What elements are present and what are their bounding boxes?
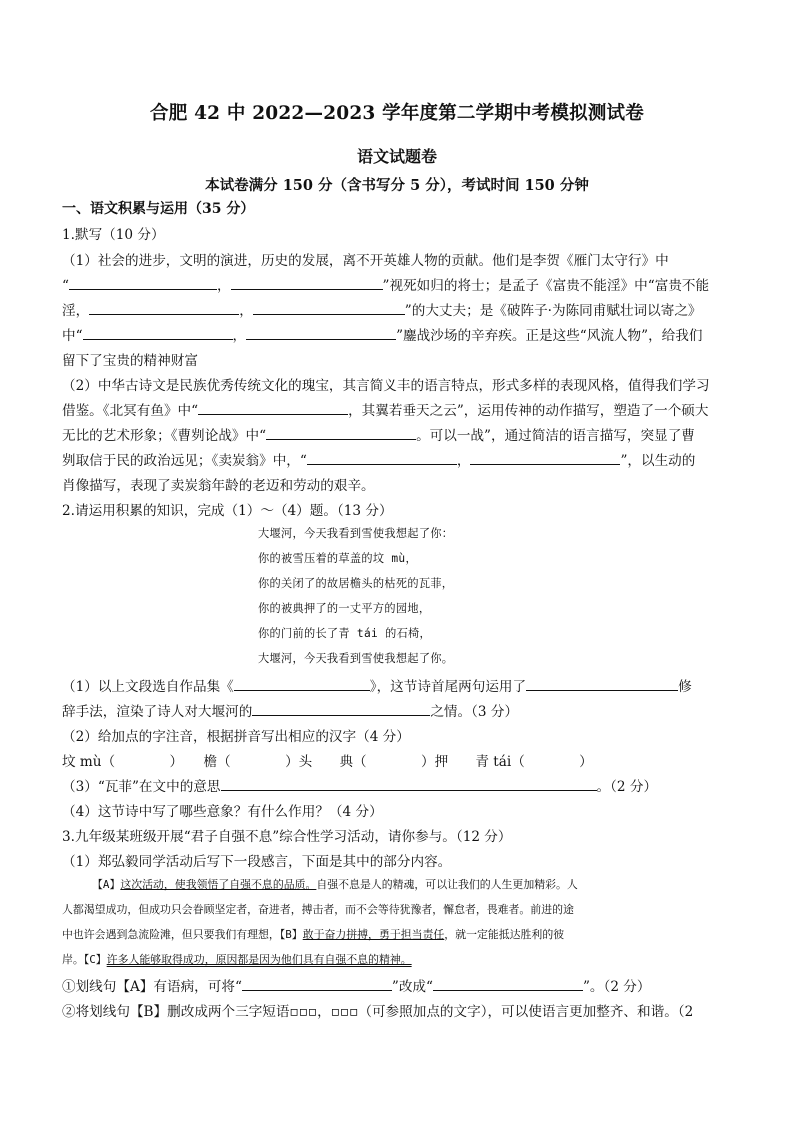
passage-line: 中也许会遇到急流险滩，但只要我们有理想，【B】敢于奋力拼搏，勇于担当责任，就一定能抵达胜利的彼	[62, 928, 565, 941]
answer-blank[interactable]	[221, 777, 597, 791]
q1-p2-line4: 刿取信于民的政治远见；《卖炭翁》中，“ ， ”，以生动的	[62, 453, 696, 469]
q2-label: 2.请运用积累的知识，完成（1）～（4）题。（13 分）	[62, 503, 393, 519]
poem-line: 大堰河，今天我看到雪使我想起了你。	[258, 652, 454, 665]
answer-blank[interactable]	[526, 677, 678, 691]
q1-p1-line4: 中“ ， ”鏖战沙场的辛弃疾。正是这些“风流人物”，给我们	[62, 328, 703, 344]
passage-line: 【A】这次活动，使我领悟了自强不息的品质。自强不息是人的精魂，可以让我们的人生更加精彩。人	[92, 878, 578, 891]
answer-blank[interactable]	[234, 677, 370, 691]
q1-p1-line3: 淫， ， ”的大丈夫；是《破阵子·为陈同甫赋壮词以寄之》	[62, 303, 702, 319]
q2-s1-line2: 辞手法，渲染了诗人对大堰河的 之情。（3 分）	[62, 704, 519, 720]
q3-item2: ②将划线句【B】删改成两个三字短语▫▫▫，▫▫▫（可参照加点的文字），可以使语言更加整齐、和谐。（2	[62, 1004, 694, 1020]
answer-blank[interactable]	[470, 451, 620, 465]
answer-blank[interactable]	[252, 702, 430, 716]
q2-s4: （4）这节诗中写了哪些意象？有什么作用？（4 分）	[62, 804, 383, 820]
answer-blank[interactable]	[246, 326, 396, 340]
q1-p2-line1: （2）中华古诗文是民族优秀传统文化的瑰宝，其言简义丰的语言特点，形式多样的表现风格，值得我们学习	[62, 378, 710, 394]
exam-subtitle: 语文试题卷	[356, 147, 437, 166]
passage-line: 岸。【C】许多人能够取得成功，原因都是因为他们具有自强不息的精神。	[62, 953, 412, 966]
answer-blank[interactable]	[231, 276, 383, 290]
q3-s1: （1）郑弘毅同学活动后写下一段感言，下面是其中的部分内容。	[62, 854, 452, 870]
q2-s2-items[interactable]: 坟 mù（ ） 檐（ ）头 典（ ）押 青 tái（ ）	[62, 754, 593, 770]
q1-p2-line5: 肖像描写，表现了卖炭翁年龄的老迈和劳动的艰辛。	[62, 478, 375, 494]
q3-label: 3.九年级某班级开展“君子自强不息”综合性学习活动，请你参与。（12 分）	[62, 829, 512, 845]
q1-p2-line3: 无比的艺术形象；《曹刿论战》中“ 。可以一战”，通过简洁的语言描写，突显了曹	[62, 428, 695, 444]
poem-line: 你的门前的长了青 tái 的石椅，	[258, 627, 432, 640]
q1-p1-line2: “ ， ”视死如归的将士；是孟子《富贵不能淫》中“富贵不能	[62, 278, 710, 294]
section-heading: 一、语文积累与运用（35 分）	[62, 201, 255, 217]
answer-blank[interactable]	[307, 451, 457, 465]
q1-p1-line5: 留下了宝贵的精神财富	[62, 353, 198, 369]
q2-s1-line1: （1）以上文段选自作品集《 》，这节诗首尾两句运用了 修	[62, 679, 692, 695]
exam-title: 合肥 42 中 2022—2023 学年度第二学期中考模拟测试卷	[150, 103, 644, 124]
answer-blank[interactable]	[89, 301, 239, 315]
passage-line: 人都渴望成功，但成功只会眷顾坚定者，奋进者，搏击者，而不会等待犹豫者，懈怠者，畏难者。前进的途	[62, 903, 574, 916]
poem-line: 大堰河，今天我看到雪使我想起了你：	[258, 527, 454, 540]
poem-line: 你的被雪压着的草盖的坟 mù，	[258, 552, 417, 565]
answer-blank[interactable]	[83, 326, 233, 340]
q2-s3: （3）“瓦菲”在文中的意思 。（2 分）	[62, 779, 658, 795]
q1-p1-line1: （1）社会的进步，文明的演进，历史的发展，离不开英雄人物的贡献。他们是李贺《雁门太守行》中	[62, 253, 669, 269]
answer-blank[interactable]	[253, 301, 405, 315]
q3-item1: ①划线句【A】有语病，可将“ ”改成“ ”。（2 分）	[62, 979, 651, 995]
q1-p2-line2: 借鉴。《北冥有鱼》中“ ，其翼若垂天之云”，运用传神的动作描写，塑造了一个硕大	[62, 403, 709, 419]
answer-blank[interactable]	[266, 426, 416, 440]
q2-s2: （2）给加点的字注音，根据拼音写出相应的汉字（4 分）	[62, 729, 410, 745]
poem-line: 你的被典押了的一丈平方的园地，	[258, 602, 431, 615]
q1-label: 1.默写（10 分）	[62, 227, 165, 243]
exam-info: 本试卷满分 150 分（含书写分 5 分），考试时间 150 分钟	[205, 177, 589, 194]
poem-line: 你的关闭了的故居檐头的枯死的瓦菲，	[258, 577, 454, 590]
answer-blank[interactable]	[242, 977, 392, 991]
answer-blank[interactable]	[69, 276, 217, 290]
answer-blank[interactable]	[198, 401, 348, 415]
answer-blank[interactable]	[433, 977, 583, 991]
